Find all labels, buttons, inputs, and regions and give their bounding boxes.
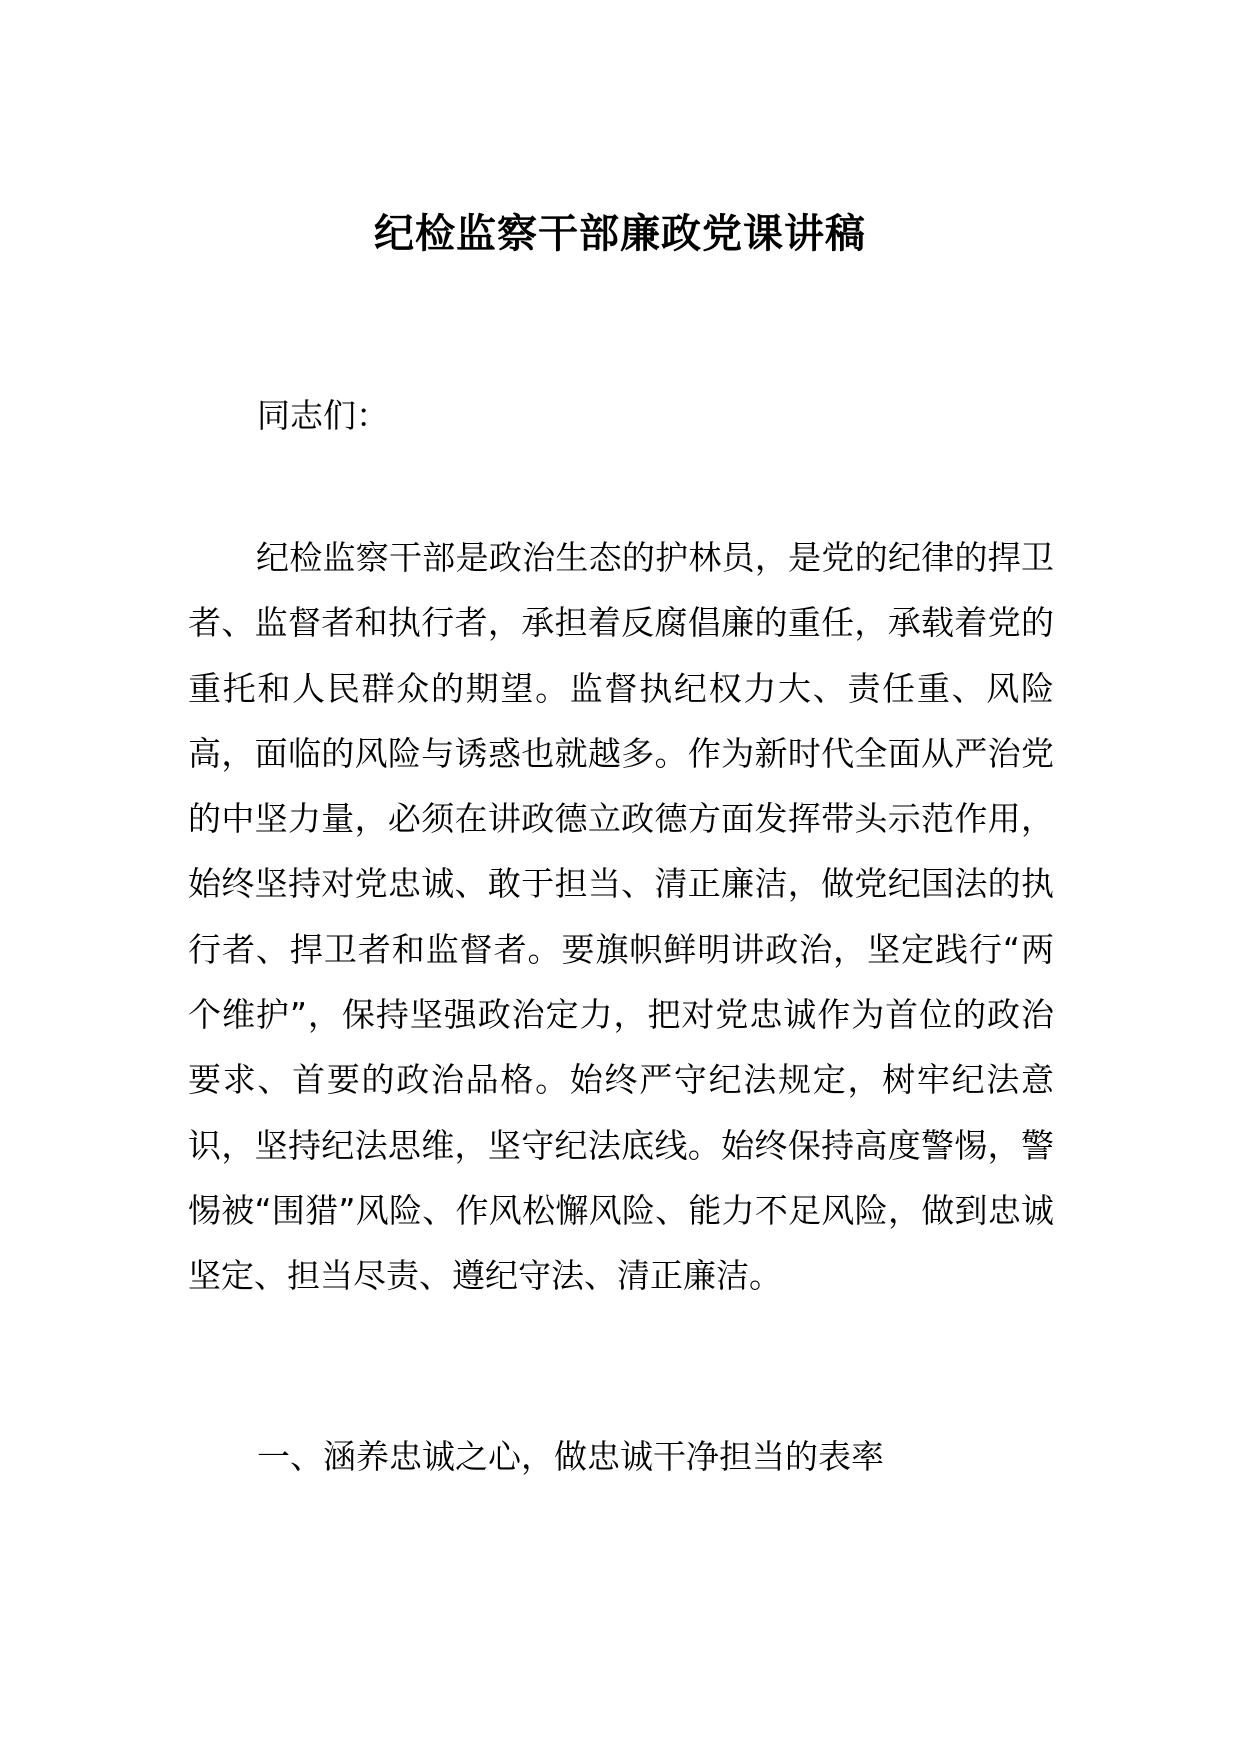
salutation: 同志们： [257, 396, 389, 435]
document-title: 纪检监察干部廉政党课讲稿 [374, 211, 866, 257]
body-paragraph: 纪检监察干部是政治生态的护林员，是党的纪律的捍卫者、监督者和执行者，承担着反腐倡廉的重任，承载着党的重托和人民群众的期望。监督执纪权力大、责任重、风险高，面临的风险与诱惑也就越多。作为新时代全面从严治党的中坚力量，必须在讲政德立政德方面发挥带头示范作用，始终坚持对党忠诚、敢于担当、清正廉洁，做党纪国法的执行者、捍卫者和监督者。要旗帜鲜明讲政治，坚定践行“两个维护”，保持坚强政治定力，把对党忠诚作为首位的政治要求、首要的政治品格。始终严守纪法规定，树牢纪法意识，坚持纪法思维，坚守纪法底线。始终保持高度警惕，警惕被“围猎”风险、作风松懈风险、能力不足风险，做到忠诚坚定、担当尽责、遵纪守法、清正廉洁。 [188, 538, 1054, 1296]
section-heading: 一、涵养忠诚之心，做忠诚干净担当的表率 [257, 1437, 884, 1476]
